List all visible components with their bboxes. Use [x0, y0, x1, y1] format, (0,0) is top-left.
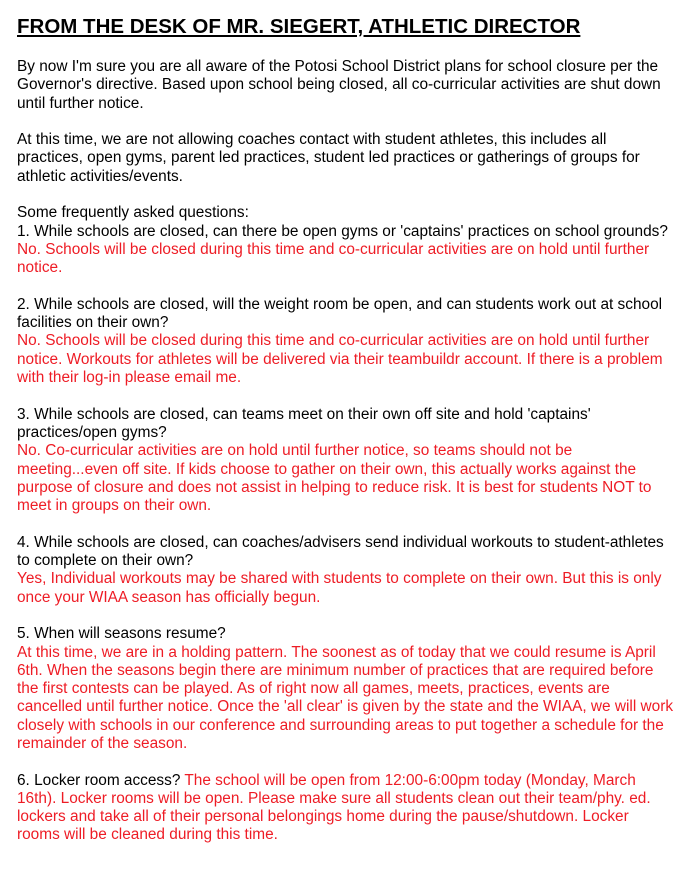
faq-answer: At this time, we are in a holding pattern. The soonest as of today that we could resume is April 6th. When the seasons begin there are minimum number of practices that are required before the first contests can be played. As of right now all games, meets, practices, events are cancelled until further notice. Once the 'all clear' is given by the state and the WIAA, we will work closely with schools in our conference and surrounding areas to put together a schedule for the remainder of the season. [17, 643, 674, 752]
faq-item-2 [17, 296, 675, 387]
faq-question: 1. While schools are closed, can there be open gyms or 'captains' practices on school grounds? [17, 222, 668, 240]
faq-question: 2. While schools are closed, will the weight room be open, and can students work out at school facilities on their own? [17, 295, 663, 332]
faq-heading: Some frequently asked questions: [17, 204, 249, 222]
faq-answer: No. Co-curricular activities are on hold until further notice, so teams should not be meeting...even off site. If kids choose to gather on their own, this actually works against the purpose of closure and does not assist in helping to reduce risk. It is best for students NOT to meet in groups on their own. [17, 442, 652, 515]
faq-question: 6. Locker room access? [17, 771, 181, 789]
document-title: FROM THE DESK OF MR. SIEGERT, ATHLETIC DIRECTOR [17, 15, 581, 38]
faq-item-5 [17, 625, 675, 753]
faq-item-6 [17, 772, 675, 845]
faq-answer: The school will be open from 12:00-6:00pm today (Monday, March 16th). Locker rooms will be open. Please make sure all students clean out their team/phy. ed. lockers and take all of their personal belongings home during the pause/shutdown. Locker rooms will be cleaned during this time. [17, 771, 651, 844]
faq-item-4 [17, 534, 675, 607]
intro-paragraph-1: By now I'm sure you are all aware of the Potosi School District plans for school closure per the Governor's directive. Based upon school being closed, all co-curricular activities are shut down until further notice. [17, 58, 661, 112]
faq-question: 5. When will seasons resume? [17, 625, 226, 643]
faq-question: 4. While schools are closed, can coaches/advisers send individual workouts to student-athletes to complete on their own? [17, 533, 664, 570]
intro-paragraph-2: At this time, we are not allowing coaches contact with student athletes, this includes all practices, open gyms, parent led practices, student led practices or gatherings of groups for athletic activities/events. [17, 131, 640, 185]
faq-answer: No. Schools will be closed during this time and co-curricular activities are on hold until further notice. Workouts for athletes will be delivered via their teambuildr account. If there is a problem with their log-in please email me. [17, 332, 663, 387]
faq-question-answer-inline [17, 772, 675, 845]
faq-answer: No. Schools will be closed during this time and co-curricular activities are on hold until further notice. [17, 240, 650, 277]
faq-item-3 [17, 406, 675, 516]
faq-question: 3. While schools are closed, can teams meet on their own off site and hold 'captains' practices/open gyms? [17, 405, 591, 441]
faq-answer: Yes, Individual workouts may be shared with students to complete on their own. But this is only once your WIAA season has officially begun. [17, 570, 662, 606]
faq-item-1 [17, 223, 675, 278]
